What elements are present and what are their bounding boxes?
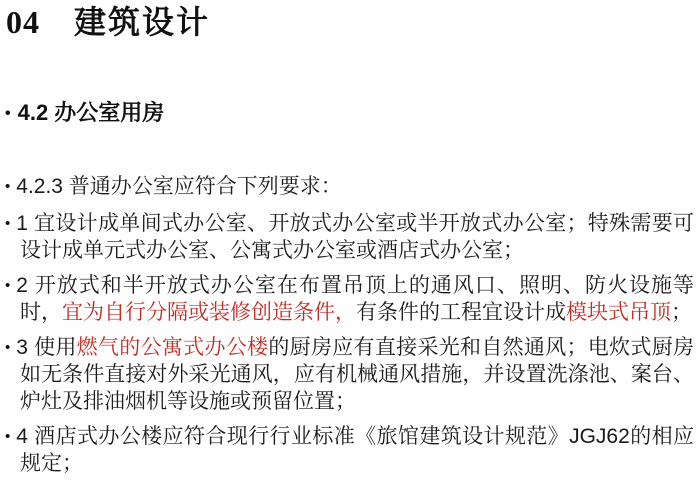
bullet-icon: •: [5, 215, 11, 232]
clause-4-2-3-intro: [5, 173, 694, 200]
highlighted-text: 模块式吊顶: [566, 301, 671, 324]
clause-text: 2 开放式和半开放式办公室在布置吊顶上的通风口、照明、防火设施等时，: [16, 274, 694, 324]
requirement-item-3: [5, 334, 694, 415]
clause-text: 4 酒店式办公楼应符合现行行业标准《旅馆建筑设计规范》JGJ62的相应规定；: [16, 425, 694, 475]
clause-text: 有条件的工程宜设计成: [356, 301, 566, 324]
requirement-item-4: [5, 423, 694, 477]
page-title-text: 建筑设计: [74, 4, 211, 40]
highlighted-text: 燃气的公寓式办公楼: [76, 336, 269, 359]
bullet-icon: •: [5, 178, 11, 195]
page-title-number: 04: [6, 4, 40, 40]
clause-text: ；: [671, 301, 692, 324]
requirement-item-1: [5, 210, 694, 264]
clause-text: 4.2.3 普通办公室应符合下列要求：: [16, 175, 342, 198]
bullet-icon: •: [5, 339, 11, 356]
clause-text: 3 使用: [16, 336, 77, 359]
page-title: [5, 2, 694, 42]
highlighted-text: 宜为自行分隔或装修创造条件，: [62, 301, 356, 324]
clause-text: 1 宜设计成单间式办公室、开放式办公室或半开放式办公室；特殊需要可设计成单元式办公室、公寓式办公室或酒店式办公室；: [16, 212, 694, 262]
clause-text: 的厨房应有直接采光和自然通风；电炊式厨房如无条件直接对外采光通风，应有机械通风措施，并设置洗涤池、案台、炉灶及排油烟机等设施或预留位置；: [20, 336, 695, 413]
section-heading-label: 4.2 办公室用房: [17, 100, 165, 125]
section-heading: [5, 99, 694, 127]
requirement-item-2: [5, 272, 694, 326]
bullet-icon: •: [5, 105, 11, 122]
bullet-icon: •: [5, 277, 11, 294]
bullet-icon: •: [5, 428, 11, 445]
body-text: [5, 173, 694, 477]
